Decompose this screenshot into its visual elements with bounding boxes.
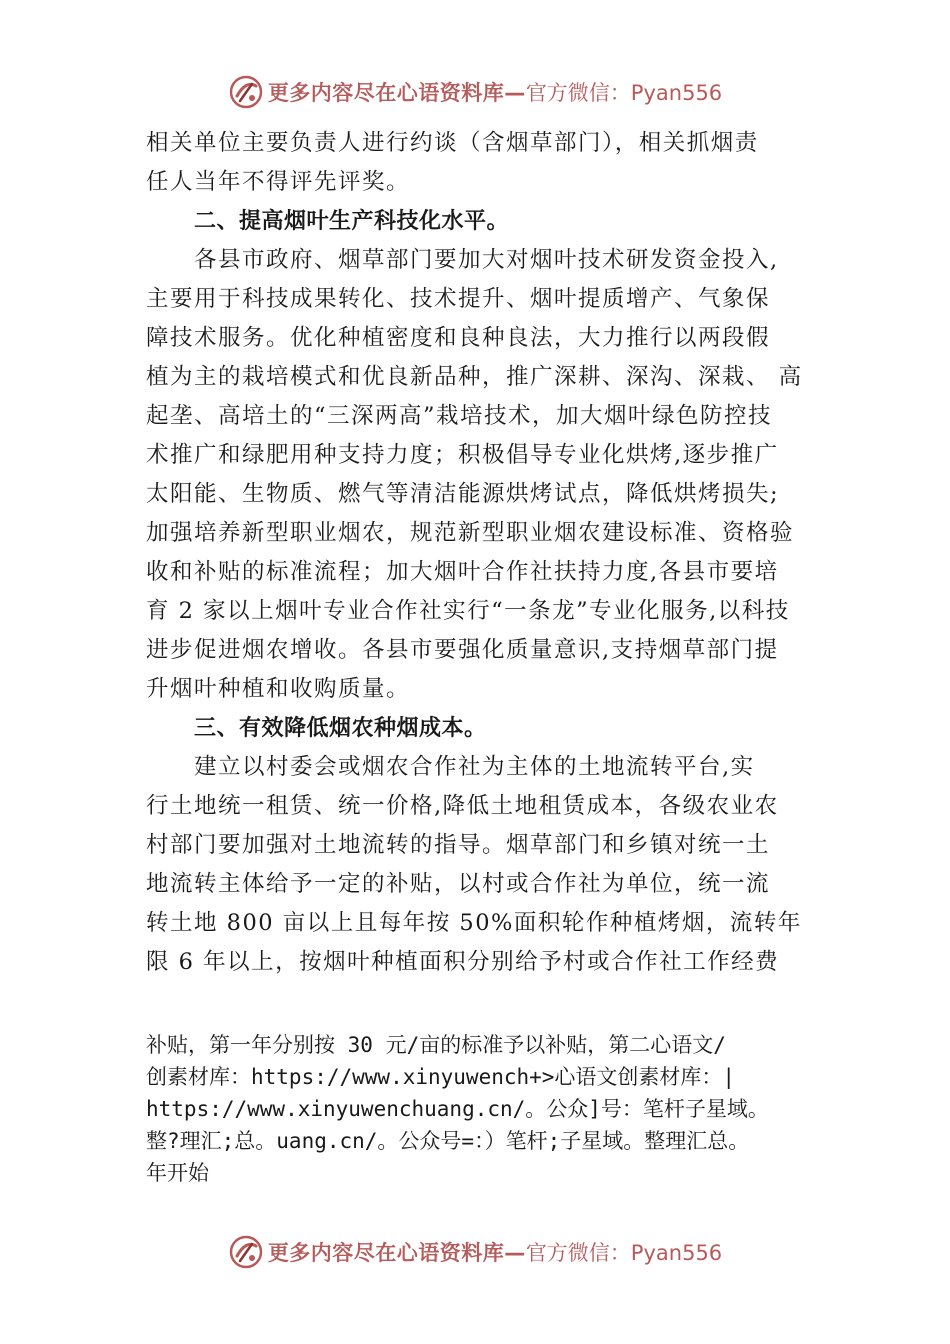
text-line: 限 6 年以上，按烟叶种植面积分别给予村或合作社工作经费 [146,949,780,975]
banner-text: 更多内容尽在心语资料库— [267,1241,526,1265]
tail-text-line: 整?理汇;总。uang.cn/。公众号=：）笔杆;子星域。整理汇总。 [146,1129,750,1153]
banner-wechat: 官方微信：Pyan556 [525,1241,723,1265]
text-line: 术推广和绿肥用种支持力度；积极倡导专业化烘烤,逐步推广 [146,442,779,468]
banner-text: 更多内容尽在心语资料库— [267,81,526,105]
tail-text-line: 创素材库：https://www.xinyuwench+>心语文创素材库：| [146,1065,736,1089]
text-line: 植为主的栽培模式和优良新品种，推广深耕、深沟、深栽、 高 [146,364,803,390]
text-line: 主要用于科技成果转化、技术提升、烟叶提质增产、气象保 [146,286,771,312]
section-heading: 二、提高烟叶生产科技化水平。 [194,209,510,234]
text-line: 建立以村委会或烟农合作社为主体的土地流转平台,实 [194,754,755,780]
section-heading: 三、有效降低烟农种烟成本。 [194,716,487,741]
text-line: 收和补贴的标准流程；加大烟叶合作社扶持力度,各县市要培 [146,559,779,585]
text-line: 各县市政府、烟草部门要加大对烟叶技术研发资金投入, [194,247,779,273]
tail-text-line: 年开始 [146,1161,209,1185]
logo-icon [228,74,264,110]
text-line: 起垄、高培土的“三深两高”栽培技术，加大烟叶绿色防控技 [146,403,773,429]
text-line: 村部门要加强对土地流转的指导。烟草部门和乡镇对统一土 [146,832,771,858]
logo-icon [228,1234,264,1270]
document-tail [146,1029,936,1189]
text-line: 转土地 800 亩以上且每年按 50%面积轮作种植烤烟，流转年 [146,910,802,936]
tail-text-line: 补贴，第一年分别按 30 元/亩的标准予以补贴，第二心语文/ [146,1033,726,1057]
header-banner [0,72,950,112]
text-line: 任人当年不得评先评奖。 [146,169,411,195]
text-line: 太阳能、生物质、燃气等清洁能源烘烤试点，降低烘烤损失; [146,481,780,507]
text-line: 地流转主体给予一定的补贴，以村或合作社为单位，统一流 [146,871,771,897]
text-line: 升烟叶种植和收购质量。 [146,676,411,702]
text-line: 进步促进烟农增收。各县市要强化质量意识,支持烟草部门提 [146,637,779,663]
banner-wechat: 官方微信：Pyan556 [525,81,723,105]
text-line: 行土地统一租赁、统一价格,降低土地租赁成本，各级农业农 [146,793,779,819]
text-line: 相关单位主要负责人进行约谈（含烟草部门），相关抓烟责 [146,130,759,156]
footer-banner [0,1232,950,1272]
document-body [146,124,816,982]
text-line: 育 2 家以上烟叶专业合作社实行“一条龙”专业化服务,以科技 [146,598,790,624]
text-line: 障技术服务。优化种植密度和良种良法，大力推行以两段假 [146,325,771,351]
text-line: 加强培养新型职业烟农，规范新型职业烟农建设标准、资格验 [146,520,795,546]
tail-text-line: https://www.xinyuwenchuang.cn/。公众]号：笔杆子星域。 [146,1097,769,1121]
